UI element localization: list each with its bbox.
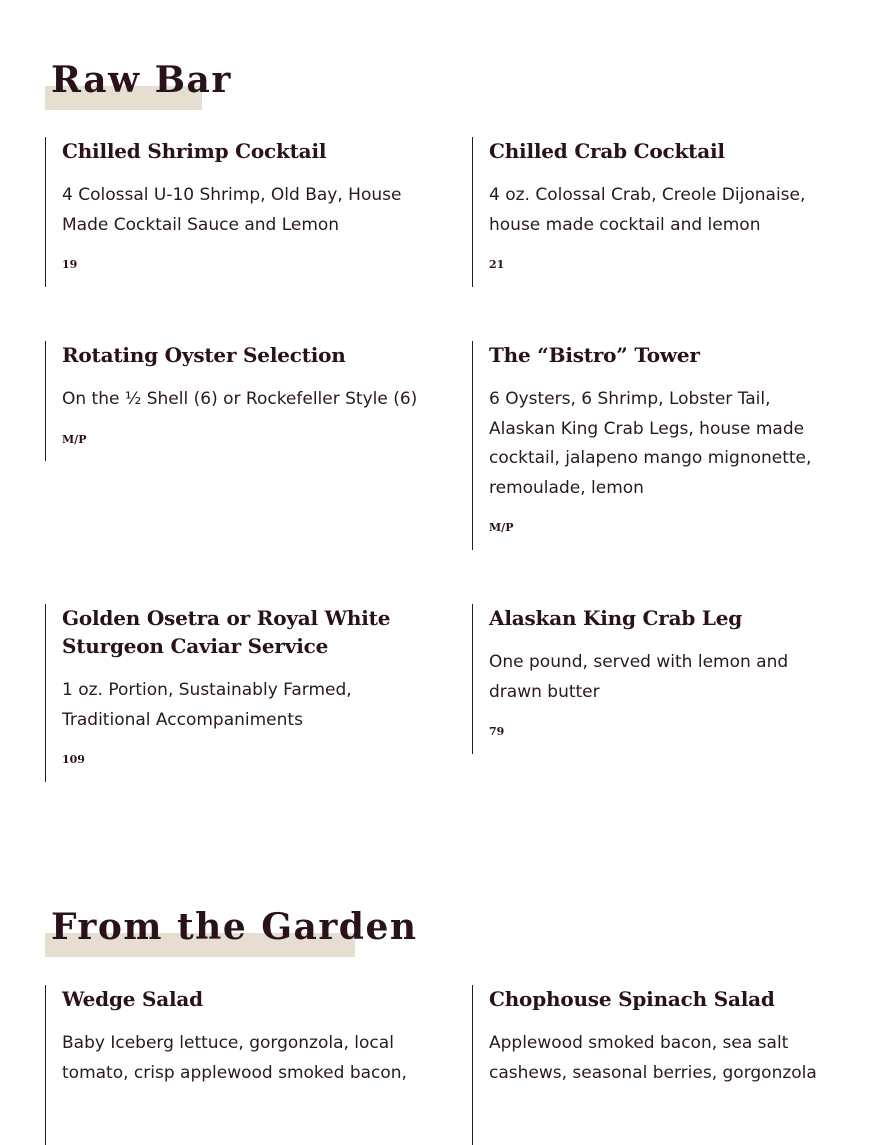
menu-item — [45, 137, 430, 287]
menu-item-name: Golden Osetra or Royal White Sturgeon Caviar Service — [62, 606, 391, 658]
menu-item-price: 109 — [62, 753, 85, 766]
menu-item-name: The “Bistro” Tower — [489, 343, 700, 367]
section-from-the-garden — [45, 897, 845, 957]
menu-item-name: Rotating Oyster Selection — [62, 343, 346, 367]
menu-item — [472, 604, 842, 754]
menu-item-description: Baby Iceberg lettuce, gorgonzola, local tomato, crisp applewood smoked bacon, — [62, 1033, 407, 1083]
menu-item — [472, 341, 827, 550]
menu-item — [45, 604, 430, 782]
menu-item — [472, 137, 852, 287]
section-title-from-the-garden — [45, 897, 418, 957]
menu-item-description: 4 Colossal U-10 Shrimp, Old Bay, House Made Cocktail Sauce and Lemon — [62, 185, 402, 235]
menu-item-name: Chilled Shrimp Cocktail — [62, 139, 327, 163]
section-title-text: From the Garden — [51, 906, 418, 948]
menu-item-name: Chophouse Spinach Salad — [489, 987, 775, 1011]
menu-item — [45, 341, 430, 461]
menu-item-price: M/P — [489, 521, 514, 534]
menu-item-price: 19 — [62, 258, 78, 271]
menu-item-description: 4 oz. Colossal Crab, Creole Dijonaise, house made cocktail and lemon — [489, 185, 806, 235]
section-raw-bar — [45, 50, 845, 110]
menu-item-description: One pound, served with lemon and drawn butter — [489, 652, 789, 702]
menu-item-price: 21 — [489, 258, 505, 271]
menu-item-price: M/P — [62, 432, 87, 446]
menu-item — [45, 985, 430, 1145]
menu-item-description: Applewood smoked bacon, sea salt cashews, seasonal berries, gorgonzola — [489, 1033, 817, 1083]
menu-item-description: 1 oz. Portion, Sustainably Farmed, Traditional Accompaniments — [62, 680, 352, 730]
section-title-raw-bar — [45, 50, 232, 110]
menu-item — [472, 985, 842, 1145]
menu-item-name: Alaskan King Crab Leg — [489, 606, 743, 630]
menu-item-name: Chilled Crab Cocktail — [489, 139, 725, 163]
menu-item-price: 79 — [489, 725, 505, 738]
menu-item-description: On the ½ Shell (6) or Rockefeller Style (6) — [62, 389, 418, 409]
section-title-text: Raw Bar — [51, 59, 232, 101]
menu-item-description: 6 Oysters, 6 Shrimp, Lobster Tail, Alaskan King Crab Legs, house made cocktail, jalapeno mango mignonette, remoulade, lemon — [489, 389, 812, 498]
menu-item-name: Wedge Salad — [62, 987, 203, 1011]
